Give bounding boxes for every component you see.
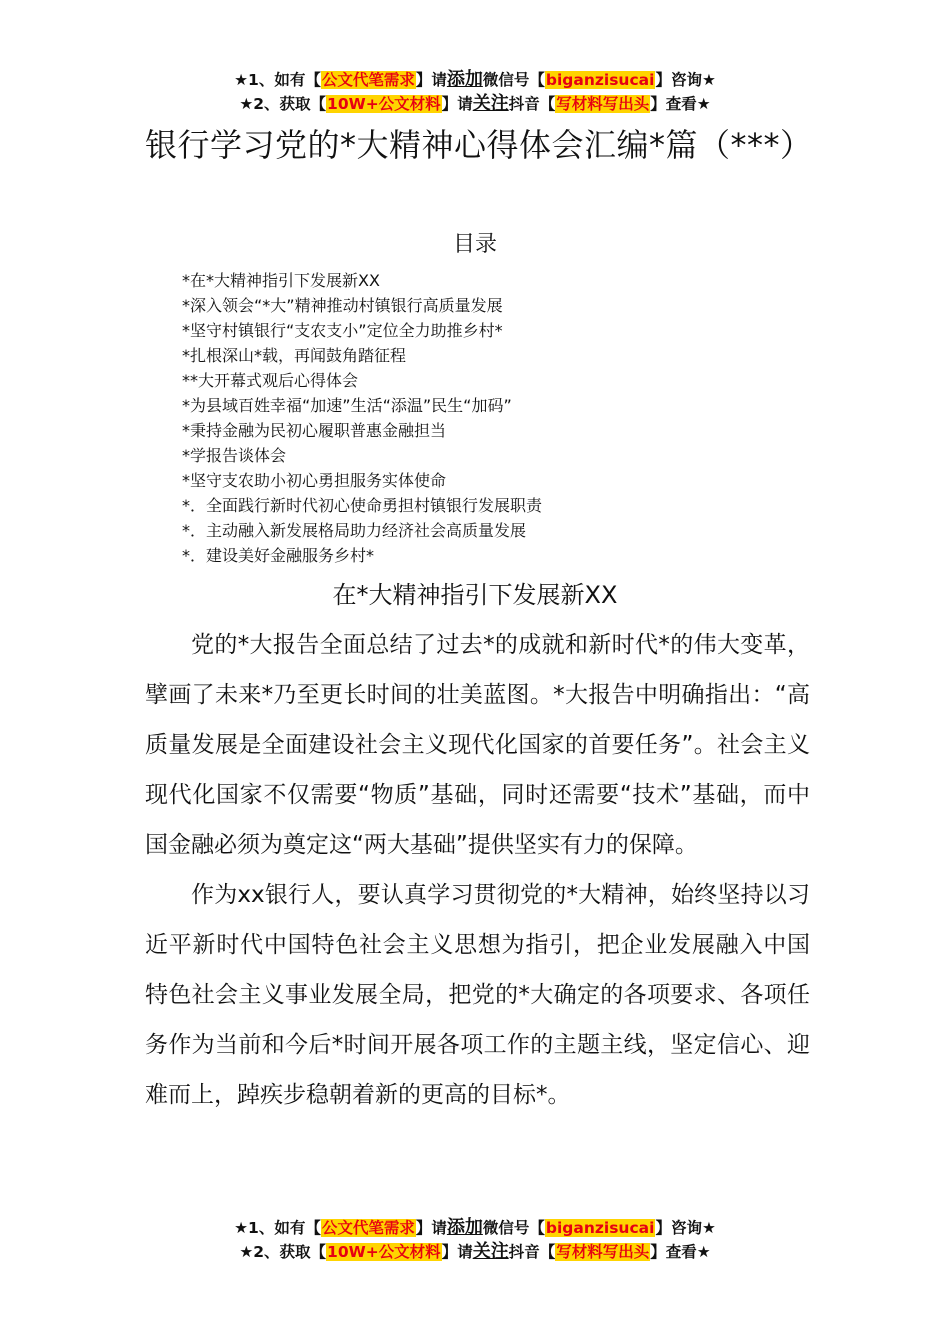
toc-heading: 目录: [452, 232, 497, 257]
bottom-banner: [0, 1216, 950, 1264]
body-paragraph: 作为xx银行人，要认真学习贯彻党的*大精神，始终坚持以习近平新时代中国特色社会主义思想为指引，把企业发展融入中国特色社会主义事业发展全局，把党的*大确定的各项要求、各项任务作为当前和今后*时间开展各项工作的主题主线，坚定信心、迎难而上，踔疾步稳朝着新的更高的目标*。: [145, 882, 810, 1108]
banner-highlight: 10W+公文材料: [327, 95, 441, 113]
toc-item: **大开幕式观后心得体会: [182, 371, 359, 390]
toc-item: *坚守村镇银行“支农支小”定位全力助推乡村*: [182, 321, 503, 340]
banner-highlight: 公文代笔需求: [321, 1219, 415, 1237]
section-heading: 在*大精神指引下发展新XX: [332, 581, 618, 609]
toc-item: *．主动融入新发展格局助力经济社会高质量发展: [182, 521, 527, 540]
banner-text: 】咨询★: [655, 1219, 716, 1237]
top-banner: [0, 68, 950, 116]
banner-highlight: 写材料写出头: [556, 95, 650, 113]
toc-item: *扎根深山*载，再闻鼓角踏征程: [182, 346, 407, 365]
toc-item: *深入领会“*大”精神推动村镇银行高质量发展: [182, 296, 503, 315]
table-of-contents: [182, 268, 542, 568]
toc-item: *坚守支农助小初心勇担服务实体使命: [182, 471, 447, 490]
banner-line-1: [0, 1216, 950, 1240]
toc-item: *．建设美好金融服务乡村*: [182, 546, 375, 565]
banner-highlight: 写材料写出头: [556, 1243, 650, 1261]
banner-line-2: [0, 92, 950, 116]
banner-underlined: 关注: [472, 93, 509, 114]
toc-item: *在*大精神指引下发展新XX: [182, 271, 380, 290]
banner-text: 微信号【: [482, 1219, 545, 1237]
banner-highlight: 10W+公文材料: [327, 1243, 441, 1261]
toc-item: *．全面践行新时代初心使命勇担村镇银行发展职责: [182, 496, 543, 515]
banner-text: 】查看★: [650, 1243, 711, 1261]
toc-item: *学报告谈体会: [182, 446, 287, 465]
banner-underlined: 关注: [472, 1241, 509, 1262]
banner-line-2: [0, 1240, 950, 1264]
banner-text: 】咨询★: [655, 71, 716, 89]
section-body: [145, 620, 810, 1120]
banner-text: 】请: [441, 1243, 473, 1261]
document-title: 银行学习党的*大精神心得体会汇编*篇（***）: [145, 126, 813, 164]
banner-text: ★2、获取【: [239, 1243, 327, 1261]
banner-highlight: biganzisucai: [545, 71, 655, 89]
banner-text: 微信号【: [482, 71, 545, 89]
banner-text: 】请: [415, 71, 447, 89]
banner-line-1: [0, 68, 950, 92]
banner-underlined: 添加: [446, 1217, 483, 1238]
banner-text: 】查看★: [650, 95, 711, 113]
banner-text: ★2、获取【: [239, 95, 327, 113]
banner-text: 抖音【: [508, 1243, 556, 1261]
banner-underlined: 添加: [446, 69, 483, 90]
banner-text: 】请: [415, 1219, 447, 1237]
banner-text: ★1、如有【: [234, 71, 321, 89]
toc-item: *秉持金融为民初心履职普惠金融担当: [182, 421, 447, 440]
toc-item: *为县域百姓幸福“加速”生活“添温”民生“加码”: [182, 396, 512, 415]
body-paragraph: 党的*大报告全面总结了过去*的成就和新时代*的伟大变革，擘画了未来*乃至更长时间的壮美蓝图。*大报告中明确指出：“高质量发展是全面建设社会主义现代化国家的首要任务”。社会主义现代化国家不仅需要“物质”基础，同时还需要“技术”基础，而中国金融必须为奠定这“两大基础”提供坚实有力的保障。: [145, 632, 810, 858]
banner-highlight: 公文代笔需求: [321, 71, 415, 89]
banner-text: ★1、如有【: [234, 1219, 321, 1237]
banner-highlight: biganzisucai: [545, 1219, 655, 1237]
banner-text: 抖音【: [508, 95, 556, 113]
banner-text: 】请: [441, 95, 473, 113]
